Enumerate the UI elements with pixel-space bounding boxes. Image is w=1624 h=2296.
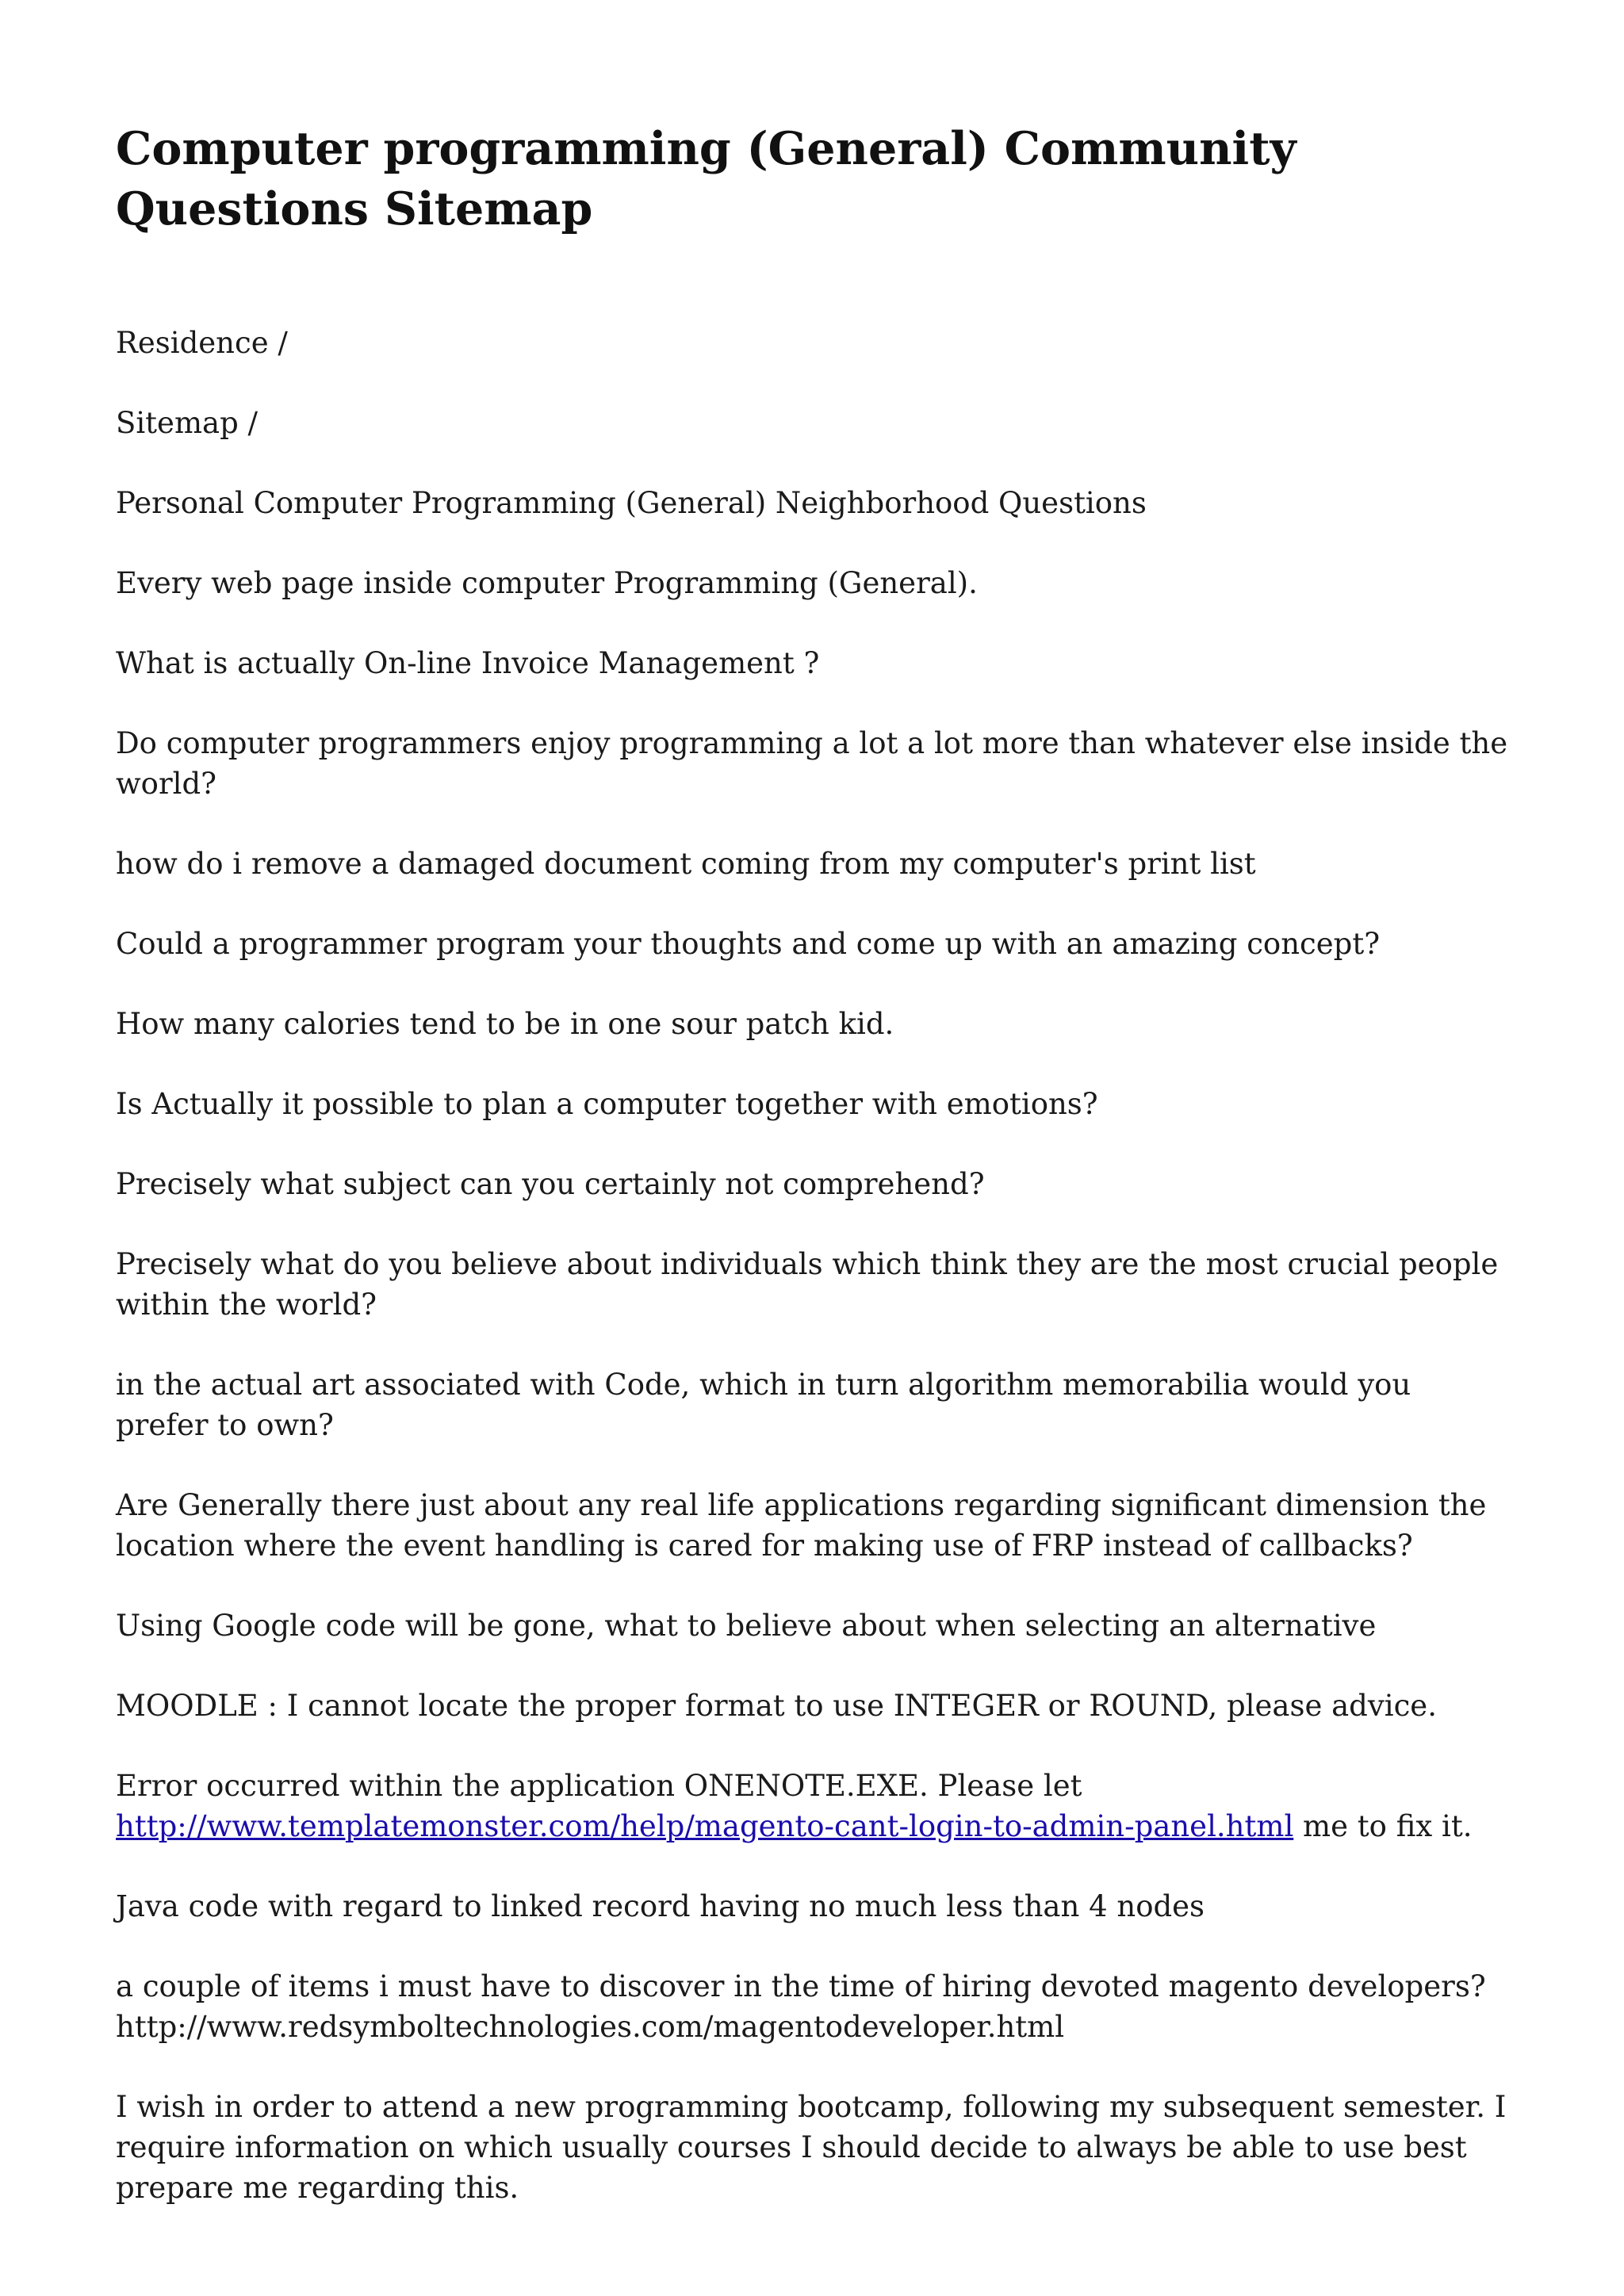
question-item: What is actually On-line Invoice Management ? <box>116 646 820 680</box>
question-item: Could a programmer program your thoughts and come up with an amazing concept? <box>116 927 1381 961</box>
templatemonster-link[interactable]: http://www.templatemonster.com/help/magento-cant-login-to-admin-panel.html <box>116 1809 1294 1843</box>
question-item: Do computer programmers enjoy programming a lot a lot more than whatever else inside the world? <box>116 726 1508 801</box>
question-text-after: me to fix it. <box>1293 1809 1473 1843</box>
question-item: Precisely what do you believe about individuals which think they are the most crucial people within the world? <box>116 1247 1499 1322</box>
intro-text: Every web page inside computer Programming (General). <box>116 566 978 600</box>
question-item: How many calories tend to be in one sour patch kid. <box>116 1007 894 1041</box>
question-text-before: Error occurred within the application ONENOTE.EXE. Please let <box>116 1769 1082 1803</box>
question-item: I wish in order to attend a new programming bootcamp, following my subsequent semester. I require information on which usually courses I should decide to always be able to use best prepare me regarding this. <box>116 2090 1507 2205</box>
question-item: in the actual art associated with Code, which in turn algorithm memorabilia would you prefer to own? <box>116 1368 1411 1442</box>
question-item: Are Generally there just about any real life applications regarding significant dimension the location where the event handling is cared for making use of FRP instead of callbacks? <box>116 1488 1487 1563</box>
page-title: Computer programming (General) Community Questions Sitemap <box>116 122 1297 235</box>
question-item: Java code with regard to linked record having no much less than 4 nodes <box>116 1889 1205 1923</box>
question-item: Using Google code will be gone, what to believe about when selecting an alternative <box>116 1609 1377 1643</box>
category-heading: Personal Computer Programming (General) Neighborhood Questions <box>116 486 1147 520</box>
question-item: how do i remove a damaged document coming from my computer's print list <box>116 847 1256 881</box>
question-item: a couple of items i must have to discover in the time of hiring devoted magento developers? http://www.redsymboltechnologies.com/magentodeveloper.html <box>116 1969 1486 2044</box>
question-item: Is Actually it possible to plan a computer together with emotions? <box>116 1087 1098 1121</box>
document-page <box>116 119 1511 2248</box>
breadcrumb-home[interactable]: Residence / <box>116 326 288 360</box>
question-item: MOODLE : I cannot locate the proper format to use INTEGER or ROUND, please advice. <box>116 1689 1437 1723</box>
question-item: Precisely what subject can you certainly not comprehend? <box>116 1167 985 1201</box>
question-item-with-link <box>116 1766 1511 1846</box>
breadcrumb-sitemap[interactable]: Sitemap / <box>116 406 259 440</box>
